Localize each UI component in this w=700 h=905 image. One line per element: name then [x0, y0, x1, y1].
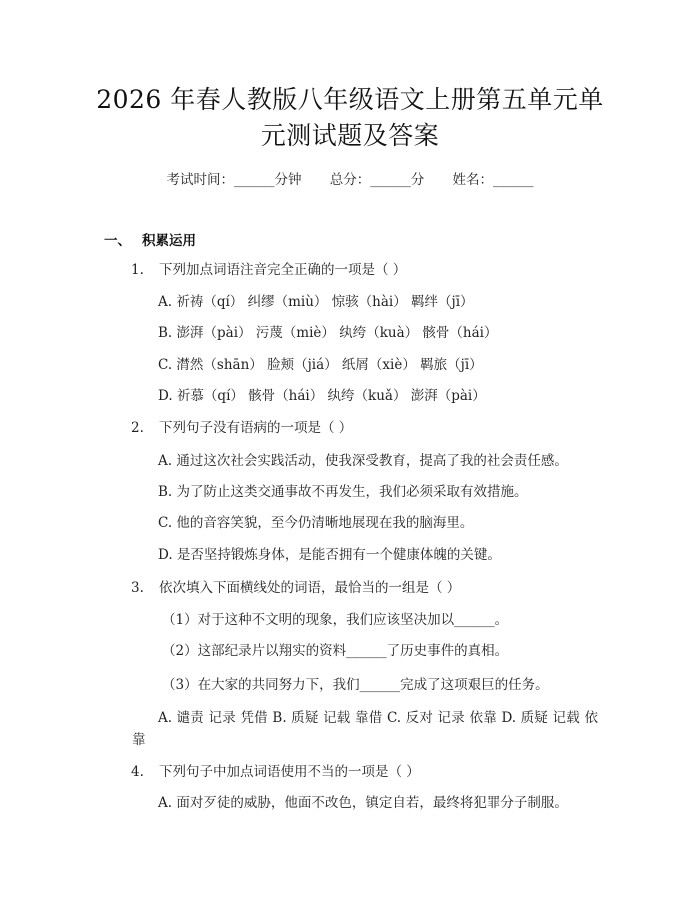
question-4	[131, 762, 420, 782]
question-number: 3.	[131, 580, 144, 596]
question-3-options: A. 谴责 记录 凭借 B. 质疑 记载 靠借 C. 反对 记录 依靠 D. 质疑 记载 依靠	[132, 710, 598, 748]
question-2-option-a: A. 通过这次社会实践活动，使我深受教育，提高了我的社会责任感。	[158, 453, 568, 469]
question-3-sentence-1: （1）对于这种不文明的现象，我们应该坚决加以______。	[162, 612, 509, 628]
exam-meta	[0, 168, 700, 188]
question-2-option-b: B. 为了防止这类交通事故不再发生，我们必须采取有效措施。	[158, 484, 528, 500]
question-3-sentence-3: （3）在大家的共同努力下，我们______完成了这项艰巨的任务。	[162, 677, 549, 693]
question-stem: 下列句子没有语病的一项是（ ）	[159, 420, 353, 436]
question-stem: 下列加点词语注音完全正确的一项是（ ）	[159, 262, 407, 278]
question-number: 1.	[131, 262, 144, 278]
question-1-option-a: A. 祈祷（qí） 纠缪（miù） 惊骇（hài） 羁绊（jī）	[158, 294, 474, 310]
question-4-option-a: A. 面对歹徒的威胁，他面不改色，镇定自若，最终将犯罪分子制服。	[158, 795, 568, 811]
exam-total-score: 总分：______分	[329, 172, 425, 188]
question-1-option-c: C. 潸然（shān） 脸颊（jiá） 纸屑（xiè） 羁旅（jī）	[158, 357, 483, 373]
question-1-option-b: B. 澎湃（pài） 污蔑（miè） 纨绔（kuà） 骸骨（hái）	[158, 325, 498, 341]
question-stem: 下列句子中加点词语使用不当的一项是（ ）	[159, 764, 420, 780]
section-title: 积累运用	[142, 233, 196, 249]
document-title-line1: 2026 年春人教版八年级语文上册第五单元单	[96, 85, 604, 114]
question-3-sentence-2: （2）这部纪录片以翔实的资料______了历史事件的真相。	[162, 643, 509, 659]
exam-time: 考试时间：______分钟	[166, 172, 302, 188]
student-name: 姓名：______	[452, 172, 534, 188]
document-title-line2: 元测试题及答案	[260, 121, 440, 150]
question-1-option-d: D. 祈慕（qí） 骸骨（hái） 纨绔（kuǎ） 澎湃（pài）	[158, 388, 486, 404]
question-2-option-d: D. 是否坚持锻炼身体，是能否拥有一个健康体魄的关键。	[158, 547, 501, 563]
question-2	[131, 418, 352, 438]
question-number: 4.	[131, 764, 144, 780]
question-number: 2.	[131, 420, 144, 436]
section-number: 一、	[104, 233, 131, 249]
section-heading	[104, 229, 196, 249]
question-stem: 依次填入下面横线处的词语，最恰当的一组是（ ）	[159, 580, 461, 596]
question-2-option-c: C. 他的音容笑貌，至今仍清晰地展现在我的脑海里。	[158, 515, 474, 531]
question-1	[131, 260, 406, 280]
question-3	[131, 578, 460, 598]
